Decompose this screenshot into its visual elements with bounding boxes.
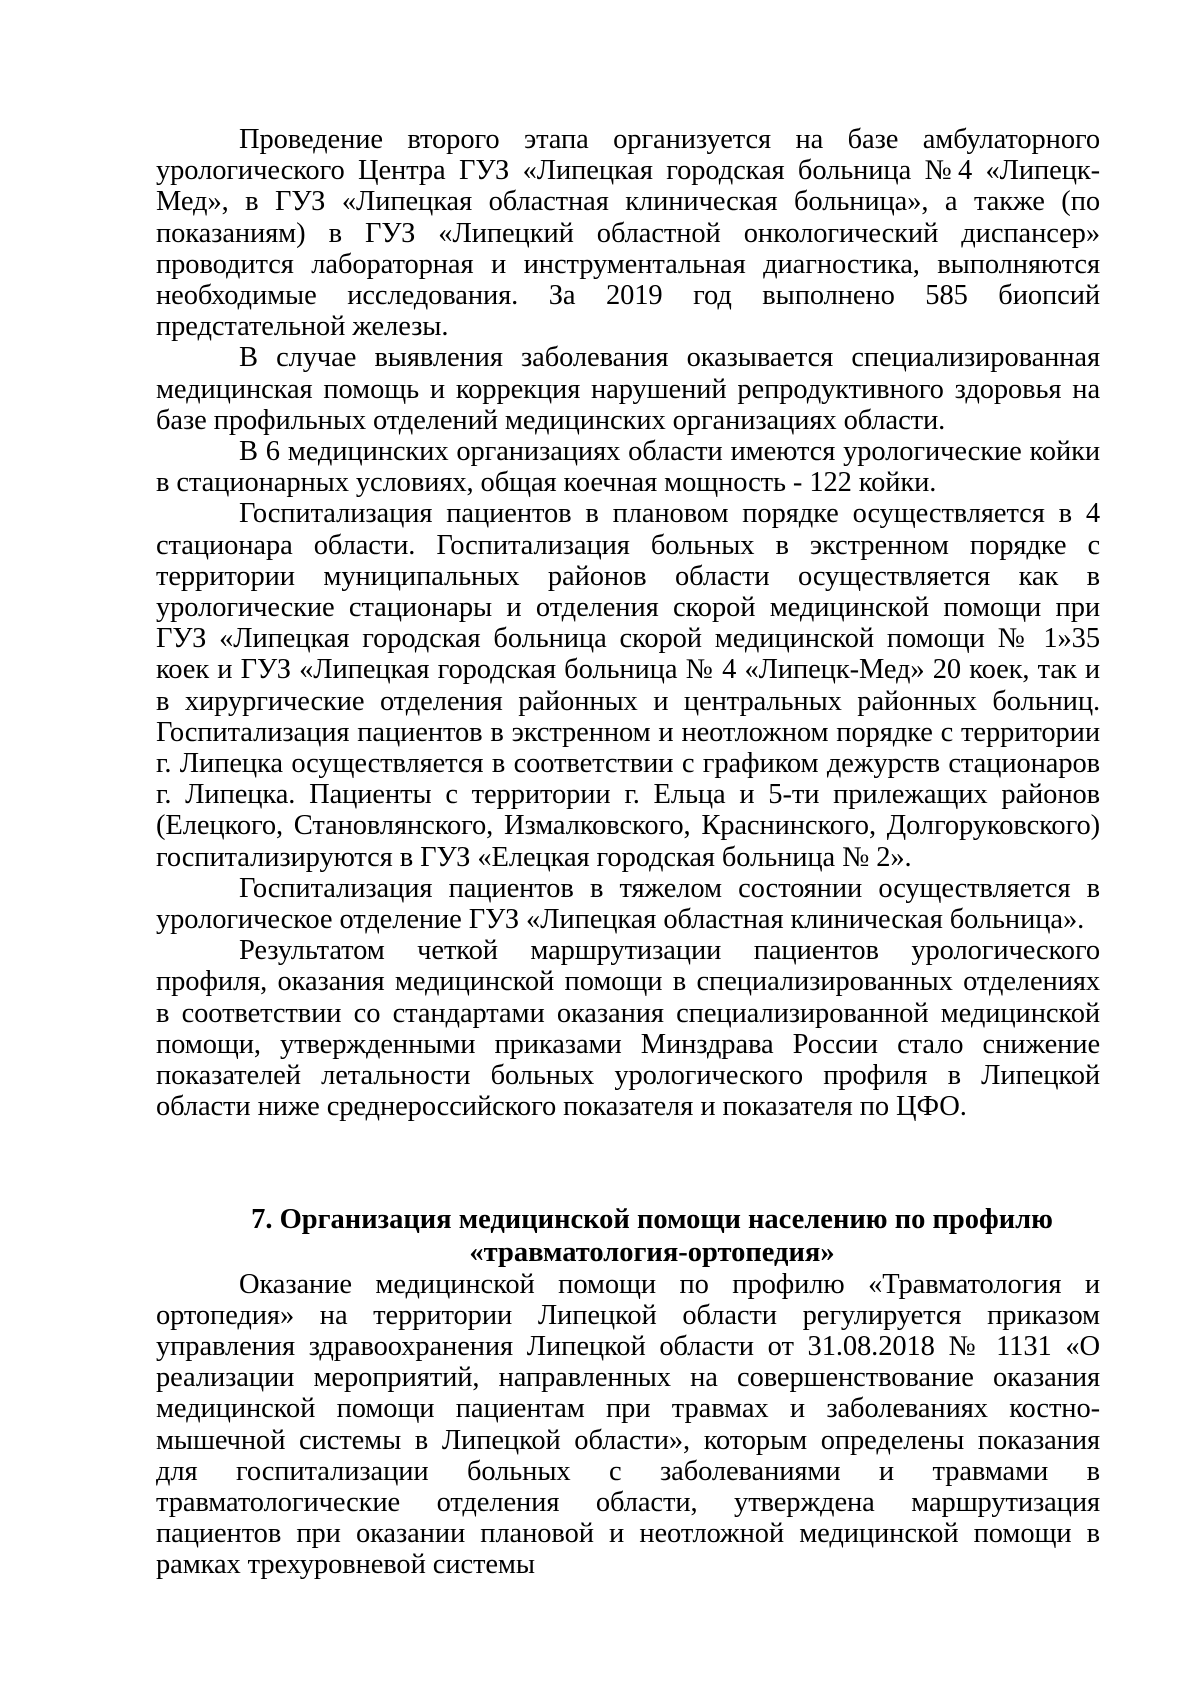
document-body	[156, 124, 1100, 1581]
paragraph-urology-beds: В 6 медицинских организациях области имеются урологические койки в стационарных условиях, общая коечная мощность - 122 койки.	[156, 436, 1100, 499]
paragraph-routing-results: Результатом четкой маршрутизации пациентов урологического профиля, оказания медицинской помощи в специализированных отделениях в соответствии со стандартами оказания специализированной медицинской помощи, утвержденными приказами Минздрава России стало снижение показателей летальности больных урологического профиля в Липецкой области ниже среднероссийского показателя и показателя по ЦФО.	[156, 935, 1100, 1123]
section-heading-line-2: «травматология-ортопедия»	[469, 1236, 835, 1268]
section-heading	[156, 1203, 1100, 1269]
paragraph-specialized-care: В случае выявления заболевания оказывается специализированная медицинская помощь и коррекция нарушений репродуктивного здоровья на базе профильных отделений медицинских организациях области.	[156, 342, 1100, 436]
paragraph-hospitalization: Госпитализация пациентов в плановом порядке осуществляется в 4 стационара области. Госпитализация больных в экстренном порядке с территории муниципальных районов области осуществляется как в урологические стационары и отделения скорой медицинской помощи при ГУЗ «Липецкая городская больница скорой медицинской помощи № 1»35 коек и ГУЗ «Липецкая городская больница № 4 «Липецк-Мед» 20 коек, так и в хирургические отделения районных и центральных районных больниц. Госпитализация пациентов в экстренном и неотложном порядке с территории г. Липецка осуществляется в соответствии с графиком дежурств стационаров г. Липецка. Пациенты с территории г. Ельца и 5-ти прилежащих районов (Елецкого, Становлянского, Измалковского, Краснинского, Долгоруковского) госпитализируются в ГУЗ «Елецкая городская больница № 2».	[156, 498, 1100, 873]
paragraph-second-stage: Проведение второго этапа организуется на базе амбулаторного урологического Центра ГУЗ «Липецкая городская больница №4 «Липецк-Мед», в ГУЗ «Липецкая областная клиническая больница», а также (по показаниям) в ГУЗ «Липецкий областной онкологический диспансер» проводится лабораторная и инструментальная диагностика, выполняются необходимые исследования. За 2019 год выполнено 585 биопсий предстательной железы.	[156, 124, 1100, 343]
paragraph-severe-condition: Госпитализация пациентов в тяжелом состоянии осуществляется в урологическое отделение ГУЗ «Липецкая областная клиническая больница».	[156, 872, 1100, 936]
section-heading-line-1: 7. Организация медицинской помощи населению по профилю	[251, 1203, 1053, 1235]
paragraph-traumatology-order: Оказание медицинской помощи по профилю «Травматология и ортопедия» на территории Липецкой области регулируется приказом управления здравоохранения Липецкой области от 31.08.2018 № 1131 «О реализации мероприятий, направленных на совершенствование оказания медицинской помощи пациентам при травмах и заболеваниях костно-мышечной системы в Липецкой области», которым определены показания для госпитализации больных с заболеваниями и травмами в травматологические отделения области, утверждена маршрутизация пациентов при оказании плановой и неотложной медицинской помощи в рамках трехуровневой системы	[156, 1268, 1100, 1581]
